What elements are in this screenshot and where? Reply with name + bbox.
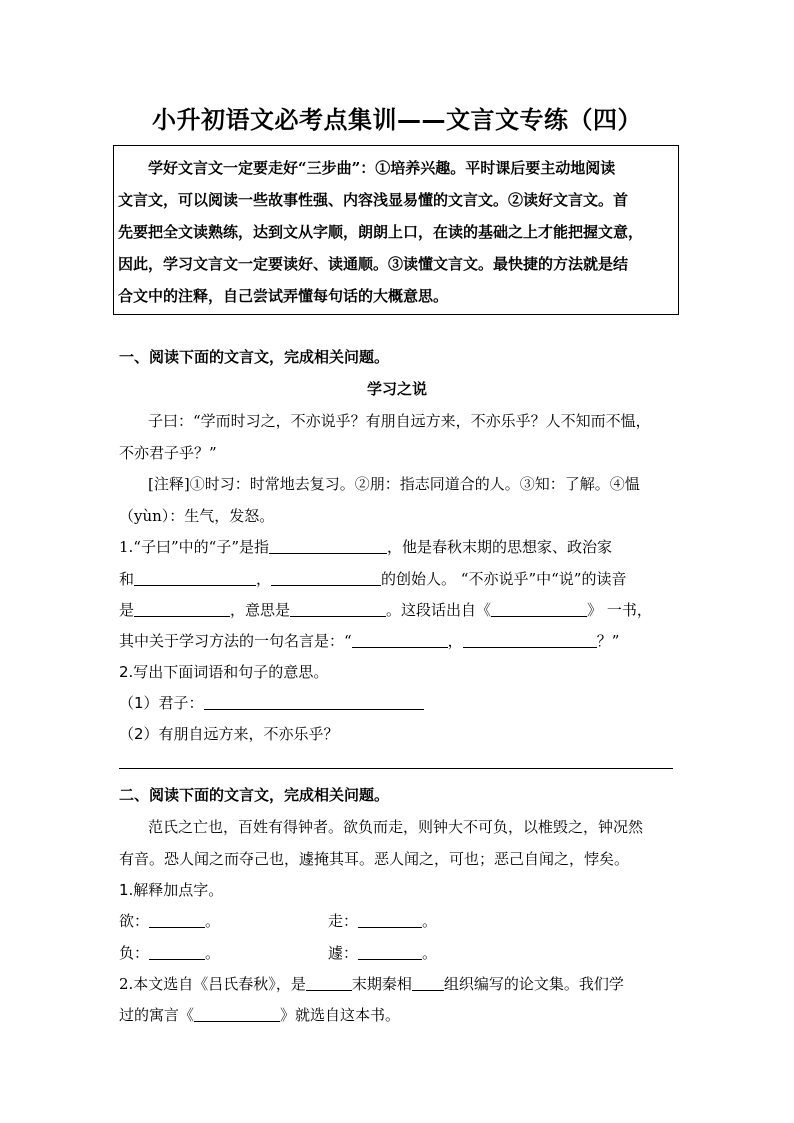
answer-blank[interactable] xyxy=(491,602,587,617)
answer-blank[interactable] xyxy=(358,913,422,928)
question-text: 》 一书， xyxy=(587,601,652,619)
question-text: ， xyxy=(256,570,272,588)
answer-blank[interactable] xyxy=(134,571,256,586)
question-2-stem: 2.写出下面词语和句子的意思。 xyxy=(119,663,329,681)
question-text: 2.本文选自《吕氏春秋》，是 xyxy=(119,975,306,993)
question-text: （1）君子： xyxy=(119,694,204,712)
question-text: 的创始人。 “不亦说乎”中“说”的读音 xyxy=(381,570,627,588)
word-item xyxy=(328,910,437,931)
answer-line[interactable] xyxy=(119,768,673,769)
page-title: 小升初语文必考点集训——文言文专练（四） xyxy=(152,106,642,134)
question-1-line xyxy=(119,536,612,557)
answer-blank[interactable] xyxy=(463,633,597,648)
question-1-line xyxy=(119,630,619,651)
question-2-sub1 xyxy=(119,692,424,713)
answer-blank[interactable] xyxy=(134,602,230,617)
answer-blank[interactable] xyxy=(290,602,386,617)
question-text: 1.“子曰”中的“子”是指 xyxy=(119,538,269,556)
section2-heading: 二、阅读下面的文言文，完成相关问题。 xyxy=(119,786,390,804)
question-text: ，意思是 xyxy=(230,601,291,619)
question-2-2-line xyxy=(119,973,624,994)
question-1-line xyxy=(119,599,652,620)
word-end: 。 xyxy=(205,912,221,930)
question-text: 组织编写的论文集。我们学 xyxy=(443,975,624,993)
question-text: ？” xyxy=(596,632,620,650)
answer-blank[interactable] xyxy=(271,571,381,586)
question-2-sub2: （2）有朋自远方来，不亦乐乎？ xyxy=(119,725,339,743)
notes-line: [注释]①时习：时常地去复习。②朋：指志同道合的人。③知：了解。④愠 xyxy=(148,475,640,493)
word-end: 。 xyxy=(205,944,221,962)
answer-blank[interactable] xyxy=(412,976,444,991)
word-item xyxy=(119,942,220,963)
question-text: 。这段话出自《 xyxy=(386,601,492,619)
word-item xyxy=(119,910,220,931)
question-1-line xyxy=(119,568,626,589)
answer-blank[interactable] xyxy=(149,913,205,928)
word-end: 。 xyxy=(422,944,438,962)
question-2-2-line xyxy=(119,1004,400,1025)
question-text: 末期秦相 xyxy=(351,975,412,993)
word-end: 。 xyxy=(422,912,438,930)
answer-blank[interactable] xyxy=(269,539,387,554)
passage-line: 范氏之亡也，百姓有得钟者。欲负而走，则钟大不可负，以椎毁之，钟况然 xyxy=(148,818,644,836)
passage-line: 子曰：“学而时习之，不亦说乎？有朋自远方来，不亦乐乎？人不知而不愠， xyxy=(148,412,651,430)
intro-line: 学好文言文一定要走好“三步曲”：①培养兴趣。平时课后要主动地阅读 xyxy=(148,159,616,177)
answer-blank[interactable] xyxy=(204,695,424,710)
word-label: 欲： xyxy=(119,912,150,930)
question-text: ，他是春秋末期的思想家、政治家 xyxy=(387,538,613,556)
question-text: 是 xyxy=(119,601,135,619)
notes-line: （yùn）：生气，发怒。 xyxy=(119,507,275,525)
intro-line: 因此，学习文言文一定要读好、读通顺。③读懂文言文。最快捷的方法就是结 xyxy=(118,255,629,273)
intro-line: 文言文，可以阅读一些故事性强、内容浅显易懂的文言文。②读好文言文。首 xyxy=(118,191,629,209)
word-label: 遽： xyxy=(328,944,359,962)
passage-line: 有音。恐人闻之而夺己也，遽掩其耳。恶人闻之，可也；恶己自闻之，悖矣。 xyxy=(119,850,630,868)
answer-blank[interactable] xyxy=(306,976,352,991)
intro-line: 先要把全文读熟练，达到文从字顺，朗朗上口，在读的基础之上才能把握文意， xyxy=(118,223,644,241)
question-2-1-stem: 1.解释加点字。 xyxy=(119,881,224,899)
passage-title: 学习之说 xyxy=(366,380,427,398)
question-text: 和 xyxy=(119,570,135,588)
answer-blank[interactable] xyxy=(352,633,448,648)
intro-line: 合文中的注释，自己尝试弄懂每句话的大概意思。 xyxy=(118,287,449,305)
answer-blank[interactable] xyxy=(194,1007,280,1022)
answer-blank[interactable] xyxy=(358,945,422,960)
question-text: 其中关于学习方法的一句名言是：“ xyxy=(119,632,352,650)
question-text: 》就选自这本书。 xyxy=(280,1006,401,1024)
word-label: 走： xyxy=(328,912,359,930)
word-item xyxy=(328,942,437,963)
passage-line: 不亦君子乎？” xyxy=(119,444,217,462)
question-text: ， xyxy=(447,632,463,650)
question-text: 过的寓言《 xyxy=(119,1006,195,1024)
word-label: 负： xyxy=(119,944,150,962)
answer-blank[interactable] xyxy=(149,945,205,960)
section1-heading: 一、阅读下面的文言文，完成相关问题。 xyxy=(119,348,390,366)
